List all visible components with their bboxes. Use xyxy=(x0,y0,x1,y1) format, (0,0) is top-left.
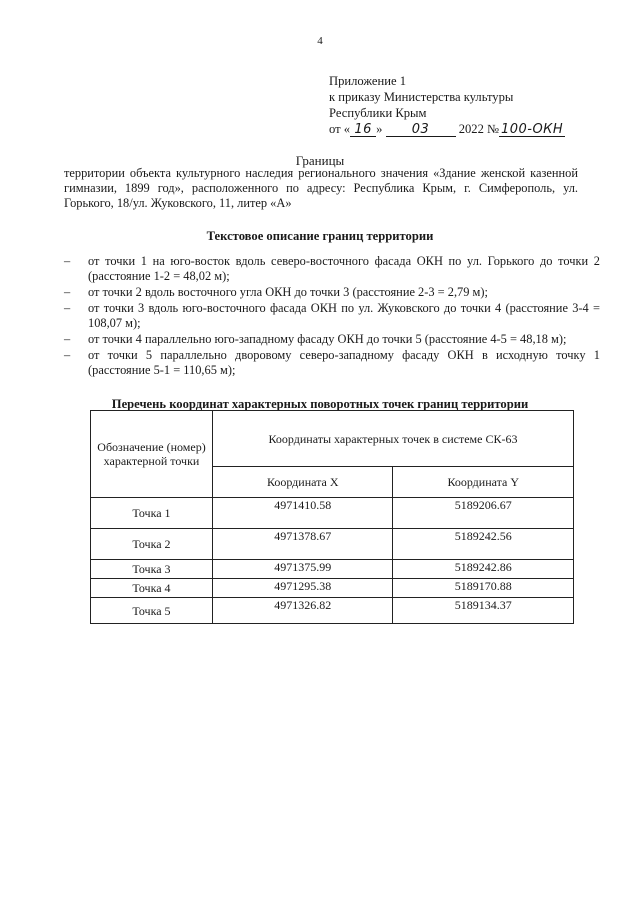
document-title: Границы xyxy=(295,153,345,168)
coordinates-table xyxy=(90,410,574,624)
table-row xyxy=(91,598,574,624)
order-number: 100-ОКН xyxy=(500,122,564,137)
cell-x: 4971295.38 xyxy=(213,579,393,598)
cell-y: 5189170.88 xyxy=(393,579,574,598)
date-prefix: от « xyxy=(329,122,351,136)
appendix-line-3: Республики Крым xyxy=(329,106,427,120)
cell-point-name: Точка 3 xyxy=(91,560,213,579)
date-day: 16 xyxy=(350,123,376,137)
boundary-description-list xyxy=(64,254,600,379)
list-item-text: от точки 1 на юго-восток вдоль северо-восточного фасада ОКН по ул. Горького до точки 2 (расстояние 1-2 = 48,02 м); xyxy=(88,254,600,283)
appendix-header xyxy=(329,73,629,137)
cell-x: 4971378.67 xyxy=(213,529,393,560)
cell-y: 5189242.56 xyxy=(393,529,574,560)
list-item xyxy=(64,348,600,378)
cell-y: 5189206.67 xyxy=(393,498,574,529)
date-mid: » xyxy=(376,122,383,136)
header-designation: Обозначение (номер) характерной точки xyxy=(91,411,213,498)
list-item-text: от точки 4 параллельно юго-западному фасаду ОКН до точки 5 (расстояние 4-5 = 48,18 м); xyxy=(88,332,567,346)
date-month: 03 xyxy=(386,123,456,137)
cell-point-name: Точка 4 xyxy=(91,579,213,598)
date-year: 2022 № xyxy=(458,122,500,136)
table-header-row xyxy=(91,411,574,467)
list-dash: – xyxy=(64,301,71,315)
list-item-text: от точки 2 вдоль восточного угла ОКН до точки 3 (расстояние 2-3 = 2,79 м); xyxy=(88,285,488,299)
cell-x: 4971326.82 xyxy=(213,598,393,624)
list-dash: – xyxy=(64,285,71,299)
cell-y: 5189242.86 xyxy=(393,560,574,579)
list-dash: – xyxy=(64,254,71,268)
list-dash: – xyxy=(64,332,71,346)
header-x: Координата X xyxy=(213,467,393,498)
appendix-date-line xyxy=(329,121,629,137)
cell-x: 4971375.99 xyxy=(213,560,393,579)
appendix-line-1: Приложение 1 xyxy=(329,74,407,88)
cell-point-name: Точка 1 xyxy=(91,498,213,529)
list-dash: – xyxy=(64,348,71,362)
cell-point-name: Точка 2 xyxy=(91,529,213,560)
table-row xyxy=(91,560,574,579)
list-item xyxy=(64,254,600,284)
list-item-text: от точки 5 параллельно дворовому северо-западному фасаду ОКН в исходную точку 1 (расстояние 5-1 = 110,65 м); xyxy=(88,348,600,377)
document-subject: территории объекта культурного наследия регионального значения «Здание женской казенной гимназии, 1899 год», расположенного по адресу: Республика Крым, г. Симферополь, ул. Горького, 18/ул. Жуковского, 11, литер «А» xyxy=(64,166,578,210)
table-row xyxy=(91,579,574,598)
list-item-text: от точки 3 вдоль юго-восточного фасада ОКН по ул. Жуковского до точки 4 (расстояние 3-4 = 108,07 м); xyxy=(88,301,600,330)
list-item xyxy=(64,332,600,347)
cell-y: 5189134.37 xyxy=(393,598,574,624)
list-item xyxy=(64,301,600,331)
list-item xyxy=(64,285,600,300)
table-row xyxy=(91,498,574,529)
section-title: Текстовое описание границ территории xyxy=(206,229,434,243)
page-number: 4 xyxy=(317,35,323,47)
appendix-line-2: к приказу Министерства культуры xyxy=(329,90,514,104)
table-title: Перечень координат характерных поворотных точек границ территории xyxy=(111,397,529,411)
cell-point-name: Точка 5 xyxy=(91,598,213,624)
header-coordinates: Координаты характерных точек в системе СК-63 xyxy=(213,411,574,467)
table-row xyxy=(91,529,574,560)
cell-x: 4971410.58 xyxy=(213,498,393,529)
header-y: Координата Y xyxy=(393,467,574,498)
